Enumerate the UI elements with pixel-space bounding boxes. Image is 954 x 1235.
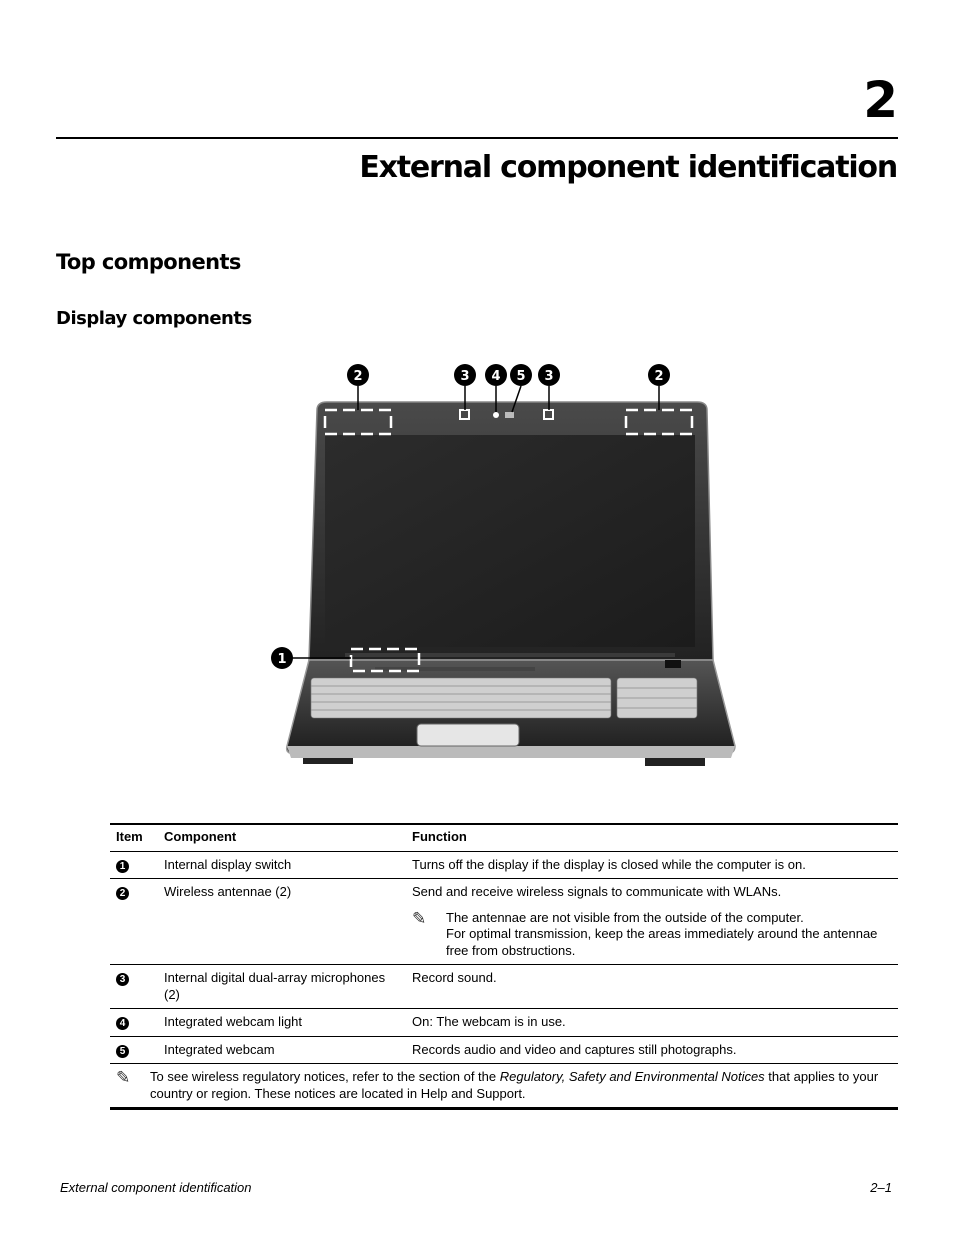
footnote	[116, 1069, 892, 1102]
callout-4	[485, 364, 507, 386]
component-function: Turns off the display if the display is closed while the computer is on.	[406, 851, 898, 879]
footnote-emphasis: Regulatory, Safety and Environmental Notices	[499, 1069, 765, 1084]
screen	[325, 435, 695, 647]
callout-2-left	[347, 364, 369, 386]
header-component: Component	[158, 824, 406, 851]
component-function-cell	[406, 879, 898, 965]
svg-text:4: 4	[491, 369, 501, 384]
component-name: Wireless antennae (2)	[158, 879, 406, 965]
callout-2-right	[648, 364, 670, 386]
note-text	[446, 910, 892, 960]
table-footnote-row	[110, 1064, 898, 1109]
table-row	[110, 1036, 898, 1064]
pencil-note-icon: ✎	[412, 908, 427, 928]
table-row	[110, 879, 898, 965]
footnote-text-part: that applies to your country or region. These notices are located in Help and Support.	[150, 1069, 879, 1101]
svg-text:3: 3	[544, 369, 554, 384]
component-name: Internal digital dual-array microphones (2)	[158, 965, 406, 1009]
item-number: 1	[116, 860, 129, 873]
svg-text:3: 3	[460, 369, 470, 384]
touchpad	[417, 724, 519, 746]
note	[412, 910, 892, 960]
subsection-title: Display components	[56, 308, 252, 329]
component-function: On: The webcam is in use.	[406, 1009, 898, 1037]
item-number: 5	[116, 1045, 129, 1058]
component-function: Record sound.	[406, 965, 898, 1009]
section-title: Top components	[56, 250, 241, 274]
component-name: Integrated webcam light	[158, 1009, 406, 1037]
header-item: Item	[110, 824, 158, 851]
pencil-note-icon: ✎	[116, 1068, 131, 1087]
callout-3-right	[538, 364, 560, 386]
component-name: Integrated webcam	[158, 1036, 406, 1064]
chapter-rule	[56, 137, 898, 139]
header-function: Function	[406, 824, 898, 851]
table-header-row	[110, 824, 898, 851]
laptop-illustration	[265, 360, 745, 775]
callout-5	[510, 364, 532, 386]
table-row	[110, 851, 898, 879]
components-table	[110, 823, 898, 1110]
footnote-text-part: To see wireless regulatory notices, refer to the section of the	[150, 1069, 500, 1084]
item-number: 3	[116, 973, 129, 986]
footer-title: External component identification	[60, 1180, 252, 1195]
callout-3-left	[454, 364, 476, 386]
svg-text:5: 5	[516, 369, 526, 384]
note-line: For optimal transmission, keep the areas immediately around the antennae free from obstructions.	[446, 926, 878, 958]
chapter-number: 2	[863, 71, 897, 129]
callout-1	[271, 647, 293, 669]
svg-text:1: 1	[277, 652, 287, 667]
svg-text:2: 2	[654, 369, 664, 384]
table-row	[110, 965, 898, 1009]
table-row	[110, 1009, 898, 1037]
page-number: 2–1	[870, 1180, 892, 1195]
item-number: 4	[116, 1017, 129, 1030]
footnote-text	[150, 1069, 892, 1102]
svg-text:2: 2	[353, 369, 363, 384]
item-number: 2	[116, 887, 129, 900]
component-name: Internal display switch	[158, 851, 406, 879]
note-line: The antennae are not visible from the outside of the computer.	[446, 909, 804, 925]
component-function: Send and receive wireless signals to communicate with WLANs.	[412, 884, 782, 899]
laptop-figure	[265, 360, 745, 775]
component-function: Records audio and video and captures still photographs.	[406, 1036, 898, 1064]
chapter-title: External component identification	[359, 150, 897, 185]
